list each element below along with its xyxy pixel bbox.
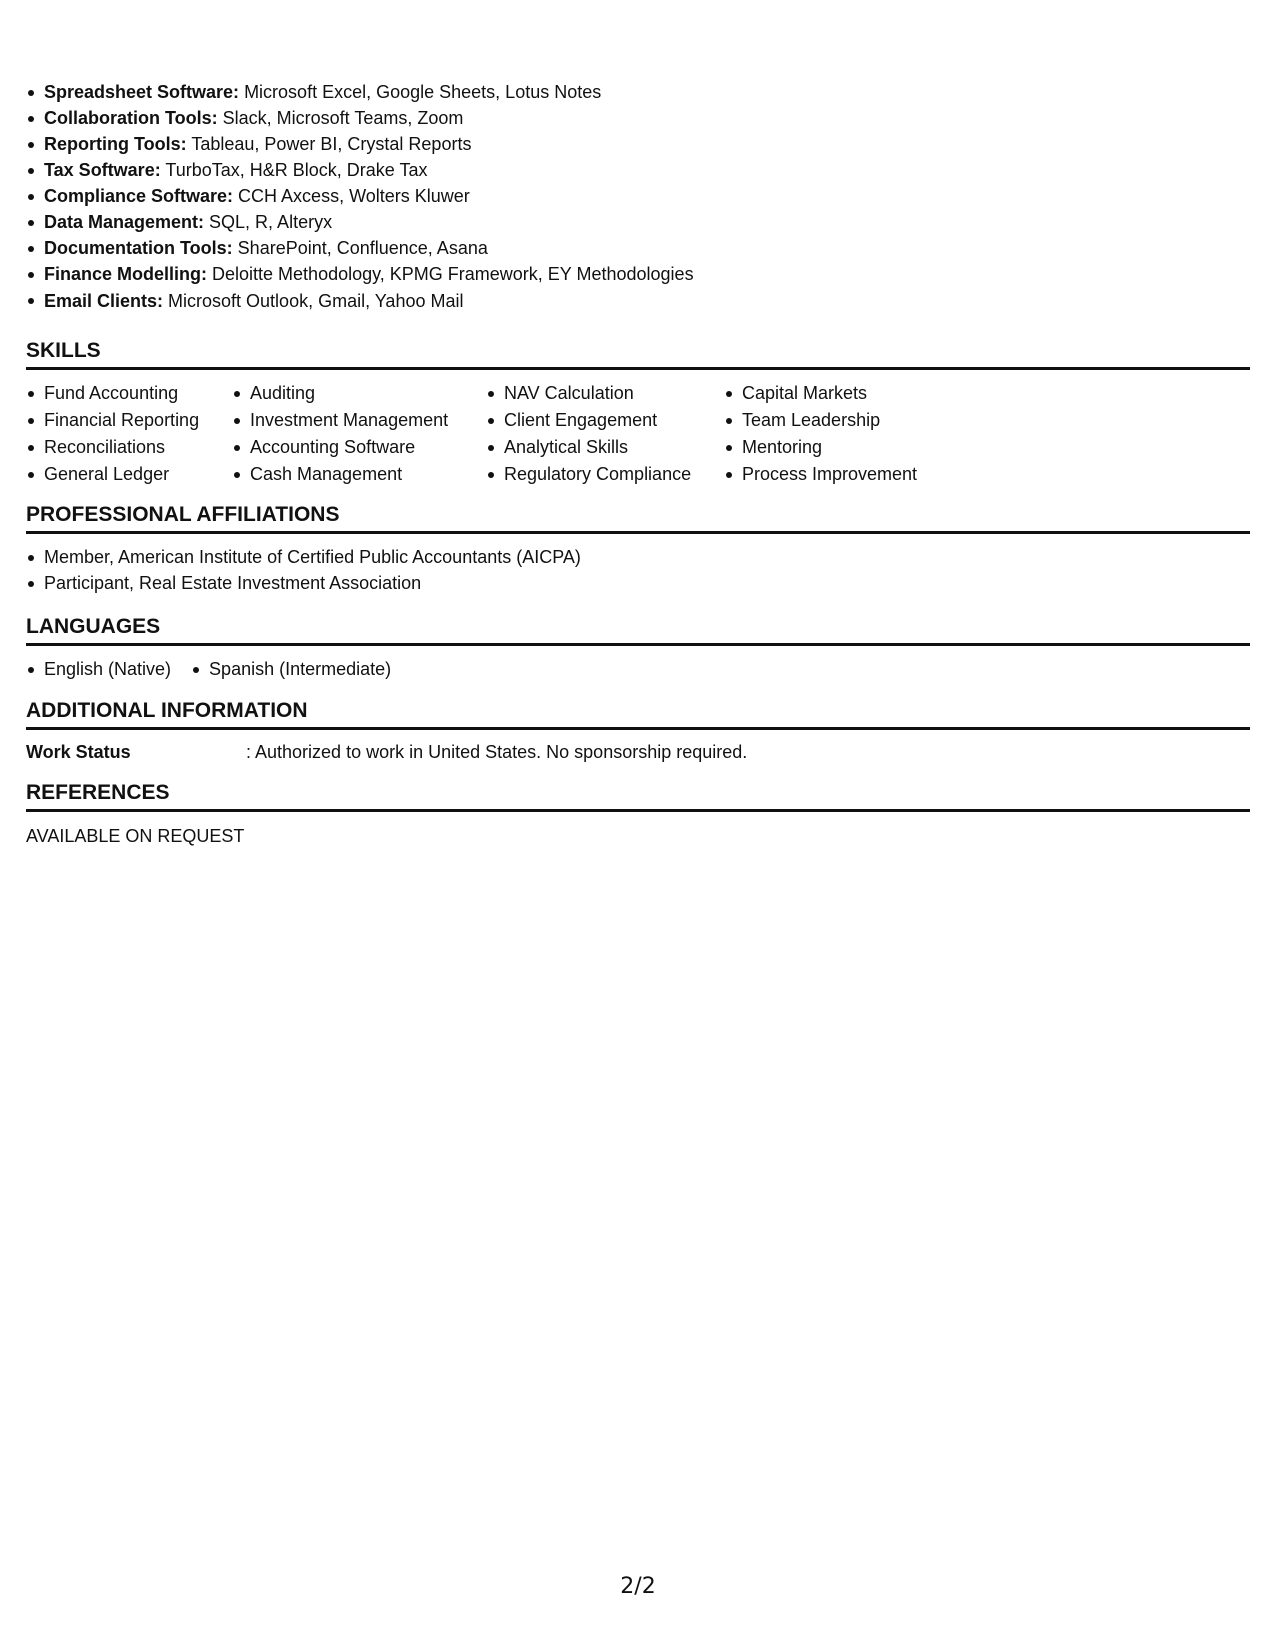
skills-grid	[26, 380, 974, 488]
language-item: Spanish (Intermediate)	[191, 656, 391, 682]
skill-item: Capital Markets	[724, 380, 974, 407]
tool-category-label: Collaboration Tools:	[44, 108, 218, 128]
tools-list-item	[26, 261, 694, 287]
language-item-wrap	[26, 656, 191, 682]
skill-item: Process Improvement	[724, 461, 974, 488]
tool-category-value: Microsoft Outlook, Gmail, Yahoo Mail	[163, 291, 464, 311]
page-number: 2/2	[620, 1574, 656, 1599]
references-heading: REFERENCES	[26, 779, 1250, 812]
skills-heading: SKILLS	[26, 337, 1250, 370]
skills-column	[232, 380, 486, 488]
tool-category-value: Slack, Microsoft Teams, Zoom	[217, 108, 464, 128]
tool-category-label: Spreadsheet Software:	[44, 82, 240, 102]
languages-list	[26, 656, 411, 682]
skills-column	[486, 380, 724, 488]
tools-list	[26, 79, 694, 315]
skills-column	[26, 380, 232, 488]
skill-item: NAV Calculation	[486, 380, 724, 407]
tools-list-item	[26, 131, 694, 157]
skill-item: Client Engagement	[486, 407, 724, 434]
tools-list-item	[26, 105, 694, 131]
tool-category-label: Compliance Software:	[44, 186, 234, 206]
affiliations-heading: PROFESSIONAL AFFILIATIONS	[26, 501, 1250, 534]
work-status-value: : Authorized to work in United States. No sponsorship required.	[246, 742, 748, 762]
skills-column	[724, 380, 974, 488]
tool-category-value: Deloitte Methodology, KPMG Framework, EY Methodologies	[207, 264, 694, 284]
skill-item: Team Leadership	[724, 407, 974, 434]
work-status-label: Work Status	[26, 742, 131, 762]
skill-item: Regulatory Compliance	[486, 461, 724, 488]
language-item-wrap	[191, 656, 411, 682]
skill-item: Investment Management	[232, 407, 486, 434]
tool-category-value: CCH Axcess, Wolters Kluwer	[233, 186, 470, 206]
skill-item: Financial Reporting	[26, 407, 232, 434]
tool-category-value: TurboTax, H&R Block, Drake Tax	[160, 160, 428, 180]
affiliations-list	[26, 544, 581, 596]
skill-item: Mentoring	[724, 434, 974, 461]
tool-category-label: Email Clients:	[44, 291, 164, 311]
affiliation-item: Member, American Institute of Certified Public Accountants (AICPA)	[26, 544, 581, 570]
tool-category-label: Tax Software:	[44, 160, 161, 180]
work-status-row	[26, 739, 747, 765]
resume-page	[26, 0, 1250, 1650]
tool-category-value: Tableau, Power BI, Crystal Reports	[186, 134, 472, 154]
tool-category-label: Finance Modelling:	[44, 264, 208, 284]
tools-list-item	[26, 157, 694, 183]
tools-list-item	[26, 287, 694, 315]
affiliation-item: Participant, Real Estate Investment Association	[26, 570, 581, 596]
tools-list-item	[26, 183, 694, 209]
tool-category-label: Reporting Tools:	[44, 134, 187, 154]
tools-list-item	[26, 209, 694, 235]
tools-list-item	[26, 235, 694, 261]
languages-heading: LANGUAGES	[26, 613, 1250, 646]
language-item: English (Native)	[26, 656, 171, 682]
tool-category-value: SQL, R, Alteryx	[204, 212, 333, 232]
references-text: AVAILABLE ON REQUEST	[26, 826, 245, 846]
skill-item: General Ledger	[26, 461, 232, 488]
tool-category-value: SharePoint, Confluence, Asana	[232, 238, 488, 258]
tool-category-value: Microsoft Excel, Google Sheets, Lotus Notes	[239, 82, 602, 102]
skill-item: Reconciliations	[26, 434, 232, 461]
tools-list-item	[26, 79, 694, 105]
skill-item: Analytical Skills	[486, 434, 724, 461]
skill-item: Accounting Software	[232, 434, 486, 461]
additional-info-heading: ADDITIONAL INFORMATION	[26, 697, 1250, 730]
skill-item: Fund Accounting	[26, 380, 232, 407]
skill-item: Auditing	[232, 380, 486, 407]
skill-item: Cash Management	[232, 461, 486, 488]
tool-category-label: Documentation Tools:	[44, 238, 233, 258]
tool-category-label: Data Management:	[44, 212, 205, 232]
